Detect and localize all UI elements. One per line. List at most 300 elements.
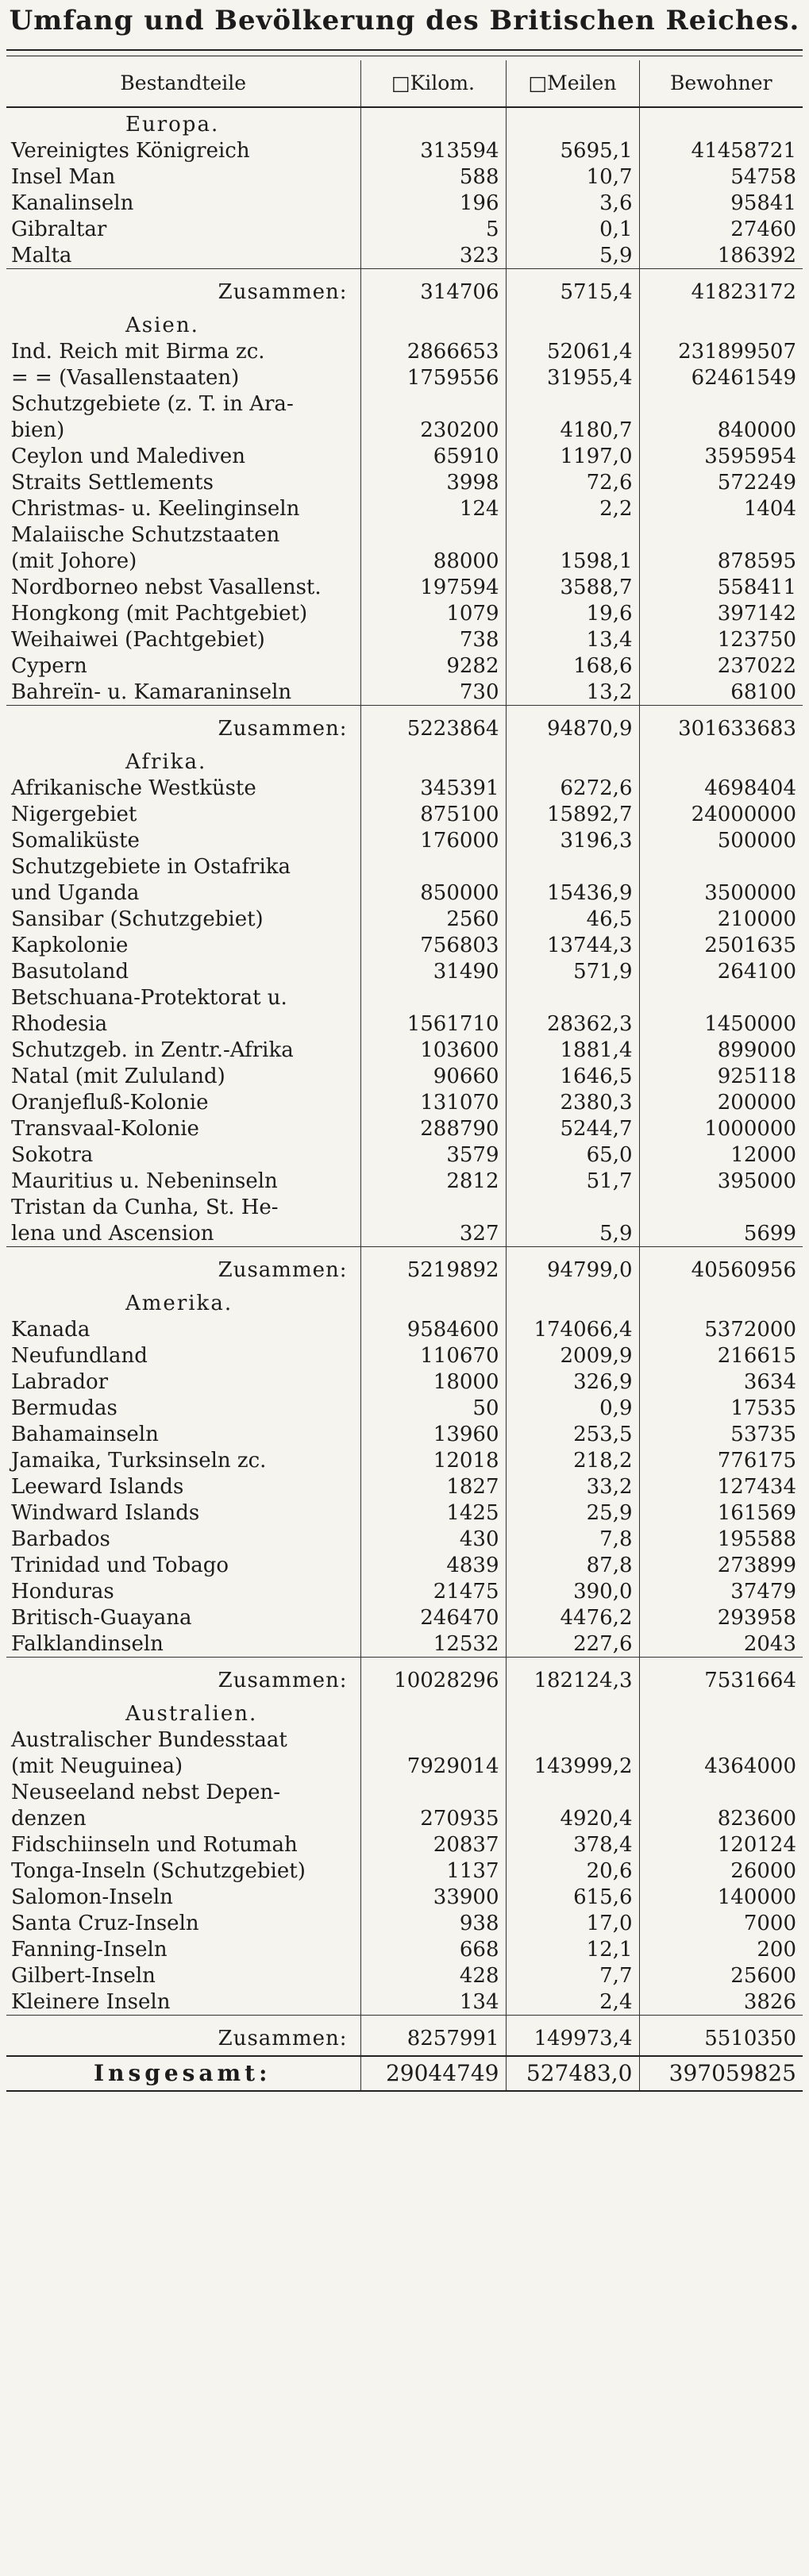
area-sq-km [360, 391, 506, 417]
subtotal-sq-km: 8257991 [360, 2016, 506, 2057]
table-row [6, 1011, 803, 1037]
territory-name: Windward Islands [11, 1501, 200, 1525]
area-sq-km: 588 [360, 164, 506, 190]
area-sq-km [360, 1779, 506, 1805]
population [639, 1727, 803, 1753]
population: 27460 [639, 216, 803, 242]
section-heading-row [6, 745, 803, 775]
table-row [6, 1421, 803, 1447]
population: 3595954 [639, 443, 803, 469]
subtotal-population: 5510350 [639, 2016, 803, 2057]
area-sq-km: 345391 [360, 775, 506, 801]
territory-name: Fanning-Inseln [11, 1938, 168, 1962]
section-heading-row [6, 1287, 803, 1316]
area-sq-miles: 0,9 [506, 1395, 639, 1421]
area-sq-miles: 10,7 [506, 164, 639, 190]
subtotal-row [6, 706, 803, 746]
population: 231899507 [639, 338, 803, 364]
population: 878595 [639, 548, 803, 574]
territory-name: (mit Johore) [11, 549, 137, 573]
area-sq-miles: 13,4 [506, 626, 639, 653]
table-row [6, 1500, 803, 1526]
area-sq-km: 875100 [360, 801, 506, 827]
population: 293958 [639, 1604, 803, 1631]
table-row [6, 1220, 803, 1247]
population: 273899 [639, 1552, 803, 1578]
territory-name: Weihaiwei (Pachtgebiet) [11, 628, 265, 652]
subtotal-label: Zusammen: [6, 2016, 360, 2057]
territory-name: Bahamainseln [11, 1423, 159, 1446]
area-sq-miles: 378,4 [506, 1831, 639, 1858]
header-row [6, 60, 803, 107]
population: 2501635 [639, 932, 803, 958]
territory-name: Schutzgeb. in Zentr.-Afrika [11, 1038, 294, 1062]
area-sq-miles: 13,2 [506, 679, 639, 706]
empty-cell [639, 1287, 803, 1316]
table-row [6, 417, 803, 443]
subtotal-sq-km: 10028296 [360, 1658, 506, 1698]
page-title: Umfang und Bevölkerung des Britischen Reiches. [9, 5, 800, 37]
territory-name: Trinidad und Tobago [11, 1554, 229, 1577]
territory-name: Honduras [11, 1580, 114, 1604]
area-sq-km: 13960 [360, 1421, 506, 1447]
population: 54758 [639, 164, 803, 190]
section-heading-row [6, 107, 803, 137]
table-row [6, 853, 803, 880]
area-sq-miles: 46,5 [506, 906, 639, 932]
territory-name: lena und Ascension [11, 1222, 214, 1246]
territory-name: Basutoland [11, 960, 129, 984]
population: 186392 [639, 242, 803, 269]
territory-name: Schutzgebiete (z. T. in Ara- [11, 392, 294, 416]
territory-name: Tristan da Cunha, St. He- [11, 1196, 279, 1219]
population: 26000 [639, 1858, 803, 1884]
population [639, 391, 803, 417]
section-heading: Australien. [125, 1702, 258, 1726]
territory-name: Kanalinseln [11, 191, 134, 215]
empty-cell [360, 309, 506, 338]
section-heading-row [6, 309, 803, 338]
table-row [6, 1473, 803, 1500]
table-row [6, 1604, 803, 1631]
subtotal-row [6, 1658, 803, 1698]
empty-cell [639, 1697, 803, 1727]
population [639, 1779, 803, 1805]
area-sq-km: 313594 [360, 137, 506, 164]
table-row [6, 1447, 803, 1473]
population: 41458721 [639, 137, 803, 164]
subtotal-population: 301633683 [639, 706, 803, 746]
area-sq-miles: 31955,4 [506, 364, 639, 391]
population: 200 [639, 1936, 803, 1962]
territory-name: Neuseeland nebst Depen- [11, 1781, 281, 1804]
table-row [6, 1526, 803, 1552]
empty-cell [639, 309, 803, 338]
empty-cell [506, 1287, 639, 1316]
territory-name: Britisch-Guayana [11, 1606, 192, 1630]
area-sq-km: 31490 [360, 958, 506, 984]
table-row [6, 574, 803, 600]
table-row [6, 775, 803, 801]
population [639, 984, 803, 1011]
area-sq-km: 3998 [360, 469, 506, 495]
area-sq-km: 668 [360, 1936, 506, 1962]
area-sq-miles: 51,7 [506, 1168, 639, 1194]
population [639, 1194, 803, 1220]
table-row [6, 1805, 803, 1831]
area-sq-miles: 87,8 [506, 1552, 639, 1578]
empty-cell [506, 309, 639, 338]
population: 95841 [639, 190, 803, 216]
subtotal-label: Zusammen: [6, 1658, 360, 1698]
area-sq-km: 9282 [360, 653, 506, 679]
section-heading-row [6, 1697, 803, 1727]
area-sq-miles: 33,2 [506, 1473, 639, 1500]
population: 397142 [639, 600, 803, 626]
table-row [6, 906, 803, 932]
table-row [6, 880, 803, 906]
area-sq-miles: 2009,9 [506, 1342, 639, 1369]
area-sq-miles: 1881,4 [506, 1037, 639, 1063]
area-sq-km: 2560 [360, 906, 506, 932]
area-sq-km: 197594 [360, 574, 506, 600]
population: 120124 [639, 1831, 803, 1858]
empire-table [6, 60, 803, 2092]
empty-cell [360, 107, 506, 137]
area-sq-km: 2866653 [360, 338, 506, 364]
population: 1000000 [639, 1115, 803, 1142]
population: 395000 [639, 1168, 803, 1194]
population: 1404 [639, 495, 803, 522]
table-row [6, 1858, 803, 1884]
territory-name: Schutzgebiete in Ostafrika [11, 855, 291, 879]
section-heading: Amerika. [125, 1292, 233, 1315]
population: 4364000 [639, 1753, 803, 1779]
table-row [6, 1316, 803, 1342]
population: 200000 [639, 1089, 803, 1115]
territory-name: = = (Vasallenstaaten) [11, 366, 240, 390]
territory-name: Nigergebiet [11, 803, 137, 826]
area-sq-km: 4839 [360, 1552, 506, 1578]
table-row [6, 1910, 803, 1936]
area-sq-miles: 2380,3 [506, 1089, 639, 1115]
territory-name: Gibraltar [11, 218, 107, 241]
area-sq-km: 9584600 [360, 1316, 506, 1342]
territory-name: Falklandinseln [11, 1632, 164, 1656]
subtotal-sq-km: 314706 [360, 269, 506, 310]
population: 899000 [639, 1037, 803, 1063]
subtotal-sq-miles: 94799,0 [506, 1247, 639, 1288]
area-sq-miles: 5,9 [506, 242, 639, 269]
area-sq-miles: 227,6 [506, 1631, 639, 1658]
subtotal-row [6, 269, 803, 310]
area-sq-km: 850000 [360, 880, 506, 906]
empty-cell [506, 107, 639, 137]
area-sq-miles [506, 1194, 639, 1220]
table-row [6, 827, 803, 853]
population: 127434 [639, 1473, 803, 1500]
area-sq-km: 176000 [360, 827, 506, 853]
area-sq-km: 7929014 [360, 1753, 506, 1779]
territory-name: Natal (mit Zululand) [11, 1065, 225, 1088]
table-row [6, 1089, 803, 1115]
subtotal-sq-miles: 149973,4 [506, 2016, 639, 2057]
territory-name: Bermudas [11, 1396, 117, 1420]
subtotal-sq-miles: 5715,4 [506, 269, 639, 310]
area-sq-miles: 3196,3 [506, 827, 639, 853]
title-rule [6, 49, 803, 51]
territory-name: Neufundland [11, 1344, 148, 1368]
population: 264100 [639, 958, 803, 984]
section-heading: Afrika. [125, 750, 207, 774]
area-sq-miles: 174066,4 [506, 1316, 639, 1342]
table-row [6, 443, 803, 469]
area-sq-km [360, 853, 506, 880]
area-sq-km: 88000 [360, 548, 506, 574]
area-sq-miles: 2,4 [506, 1989, 639, 2016]
table-row [6, 801, 803, 827]
area-sq-km: 1425 [360, 1500, 506, 1526]
table-row [6, 1962, 803, 1989]
table-row [6, 679, 803, 706]
area-sq-km: 131070 [360, 1089, 506, 1115]
territory-name: Kanada [11, 1318, 91, 1342]
area-sq-km: 327 [360, 1220, 506, 1247]
population: 4698404 [639, 775, 803, 801]
population: 210000 [639, 906, 803, 932]
subtotal-sq-km: 5223864 [360, 706, 506, 746]
table-row [6, 1194, 803, 1220]
population [639, 522, 803, 548]
area-sq-km: 124 [360, 495, 506, 522]
territory-name: Tonga-Inseln (Schutzgebiet) [11, 1859, 306, 1883]
territory-name: Afrikanische Westküste [11, 776, 256, 800]
area-sq-miles: 218,2 [506, 1447, 639, 1473]
territory-name: Jamaika, Turksinseln zc. [11, 1449, 267, 1473]
subtotal-label: Zusammen: [6, 269, 360, 310]
table-row [6, 1142, 803, 1168]
territory-name: Mauritius u. Nebeninseln [11, 1169, 278, 1193]
area-sq-km: 110670 [360, 1342, 506, 1369]
area-sq-miles: 4920,4 [506, 1805, 639, 1831]
population: 5699 [639, 1220, 803, 1247]
subtotal-row [6, 1247, 803, 1288]
area-sq-miles: 7,7 [506, 1962, 639, 1989]
territory-name: (mit Neuguinea) [11, 1754, 183, 1778]
area-sq-km: 938 [360, 1910, 506, 1936]
area-sq-miles: 15436,9 [506, 880, 639, 906]
area-sq-km: 1827 [360, 1473, 506, 1500]
population: 558411 [639, 574, 803, 600]
table-row [6, 1631, 803, 1658]
table-row [6, 164, 803, 190]
population: 823600 [639, 1805, 803, 1831]
table-row [6, 1552, 803, 1578]
area-sq-km: 3579 [360, 1142, 506, 1168]
population: 53735 [639, 1421, 803, 1447]
area-sq-miles: 1646,5 [506, 1063, 639, 1089]
area-sq-km: 12532 [360, 1631, 506, 1658]
territory-name: Kleinere Inseln [11, 1990, 171, 2014]
area-sq-miles: 17,0 [506, 1910, 639, 1936]
header-bewohner: Bewohner [639, 60, 803, 107]
table-row [6, 1395, 803, 1421]
territory-name: und Uganda [11, 881, 140, 905]
section-heading: Europa. [125, 113, 220, 137]
area-sq-miles: 4180,7 [506, 417, 639, 443]
table-row [6, 1831, 803, 1858]
area-sq-km: 90660 [360, 1063, 506, 1089]
territory-name: Sansibar (Schutzgebiet) [11, 907, 264, 931]
population: 840000 [639, 417, 803, 443]
population: 24000000 [639, 801, 803, 827]
population: 12000 [639, 1142, 803, 1168]
area-sq-km [360, 984, 506, 1011]
table-row [6, 653, 803, 679]
population: 37479 [639, 1578, 803, 1604]
area-sq-miles [506, 391, 639, 417]
subtotal-population: 41823172 [639, 269, 803, 310]
area-sq-miles: 571,9 [506, 958, 639, 984]
area-sq-km [360, 522, 506, 548]
area-sq-miles: 19,6 [506, 600, 639, 626]
population: 25600 [639, 1962, 803, 1989]
territory-name: Insel Man [11, 165, 116, 189]
territory-name: Somaliküste [11, 829, 140, 853]
territory-name: bien) [11, 418, 65, 442]
population: 572249 [639, 469, 803, 495]
area-sq-miles: 253,5 [506, 1421, 639, 1447]
table-row [6, 338, 803, 364]
table-row [6, 626, 803, 653]
territory-name: denzen [11, 1807, 87, 1831]
population: 7000 [639, 1910, 803, 1936]
table-row [6, 1369, 803, 1395]
table-row [6, 1884, 803, 1910]
area-sq-km: 20837 [360, 1831, 506, 1858]
table-row [6, 495, 803, 522]
territory-name: Nordborneo nebst Vasallenst. [11, 576, 322, 599]
grand-total-label: Insgesamt: [6, 2056, 360, 2091]
area-sq-miles: 5695,1 [506, 137, 639, 164]
subtotal-sq-miles: 94870,9 [506, 706, 639, 746]
territory-name: Santa Cruz-Inseln [11, 1912, 199, 1935]
population: 776175 [639, 1447, 803, 1473]
table-row [6, 1168, 803, 1194]
table-row [6, 984, 803, 1011]
area-sq-km: 18000 [360, 1369, 506, 1395]
territory-name: Barbados [11, 1527, 110, 1551]
area-sq-km [360, 1194, 506, 1220]
subtotal-sq-km: 5219892 [360, 1247, 506, 1288]
table-row [6, 1936, 803, 1962]
empty-cell [506, 745, 639, 775]
territory-name: Kapkolonie [11, 934, 129, 957]
table-row [6, 137, 803, 164]
area-sq-km: 12018 [360, 1447, 506, 1473]
territory-name: Malaiische Schutzstaaten [11, 523, 280, 547]
header-bestandteile: Bestandteile [6, 60, 360, 107]
table-row [6, 242, 803, 269]
table-row [6, 364, 803, 391]
area-sq-miles: 4476,2 [506, 1604, 639, 1631]
population: 161569 [639, 1500, 803, 1526]
table-row [6, 548, 803, 574]
population: 216615 [639, 1342, 803, 1369]
area-sq-miles: 3588,7 [506, 574, 639, 600]
area-sq-miles: 20,6 [506, 1858, 639, 1884]
territory-name: Labrador [11, 1370, 109, 1394]
area-sq-miles: 72,6 [506, 469, 639, 495]
table-row [6, 1037, 803, 1063]
area-sq-miles: 1197,0 [506, 443, 639, 469]
area-sq-miles [506, 1727, 639, 1753]
area-sq-miles: 326,9 [506, 1369, 639, 1395]
area-sq-km: 756803 [360, 932, 506, 958]
population: 3634 [639, 1369, 803, 1395]
territory-name: Fidschiinseln und Rotumah [11, 1833, 298, 1857]
population: 237022 [639, 653, 803, 679]
table-row [6, 958, 803, 984]
header-qkilom: □Kilom. [360, 60, 506, 107]
area-sq-km: 103600 [360, 1037, 506, 1063]
population: 62461549 [639, 364, 803, 391]
area-sq-miles: 2,2 [506, 495, 639, 522]
area-sq-miles: 5,9 [506, 1220, 639, 1247]
subtotal-label: Zusammen: [6, 1247, 360, 1288]
table-body [6, 107, 803, 2091]
area-sq-miles [506, 984, 639, 1011]
empty-cell [506, 1697, 639, 1727]
area-sq-miles: 15892,7 [506, 801, 639, 827]
area-sq-miles: 13744,3 [506, 932, 639, 958]
area-sq-miles: 28362,3 [506, 1011, 639, 1037]
territory-name: Salomon-Inseln [11, 1885, 173, 1909]
table-row [6, 1115, 803, 1142]
table-row [6, 190, 803, 216]
empty-cell [360, 745, 506, 775]
area-sq-miles: 5244,7 [506, 1115, 639, 1142]
table-row [6, 216, 803, 242]
empty-cell [360, 1697, 506, 1727]
area-sq-km: 270935 [360, 1805, 506, 1831]
population: 140000 [639, 1884, 803, 1910]
area-sq-km: 196 [360, 190, 506, 216]
area-sq-km: 738 [360, 626, 506, 653]
table-row [6, 600, 803, 626]
area-sq-km: 2812 [360, 1168, 506, 1194]
population: 1450000 [639, 1011, 803, 1037]
territory-name: Bahreïn- u. Kamaraninseln [11, 680, 292, 704]
area-sq-miles: 1598,1 [506, 548, 639, 574]
population: 500000 [639, 827, 803, 853]
area-sq-km: 430 [360, 1526, 506, 1552]
area-sq-km: 246470 [360, 1604, 506, 1631]
area-sq-miles: 0,1 [506, 216, 639, 242]
table-row [6, 1989, 803, 2016]
area-sq-miles: 615,6 [506, 1884, 639, 1910]
subtotal-population: 40560956 [639, 1247, 803, 1288]
table-row [6, 1342, 803, 1369]
area-sq-km: 50 [360, 1395, 506, 1421]
territory-name: Rhodesia [11, 1012, 108, 1036]
territory-name: Malta [11, 244, 72, 268]
area-sq-miles: 143999,2 [506, 1753, 639, 1779]
table-row [6, 469, 803, 495]
empty-cell [360, 1287, 506, 1316]
subtotal-label: Zusammen: [6, 706, 360, 746]
grand-total-row [6, 2056, 803, 2091]
